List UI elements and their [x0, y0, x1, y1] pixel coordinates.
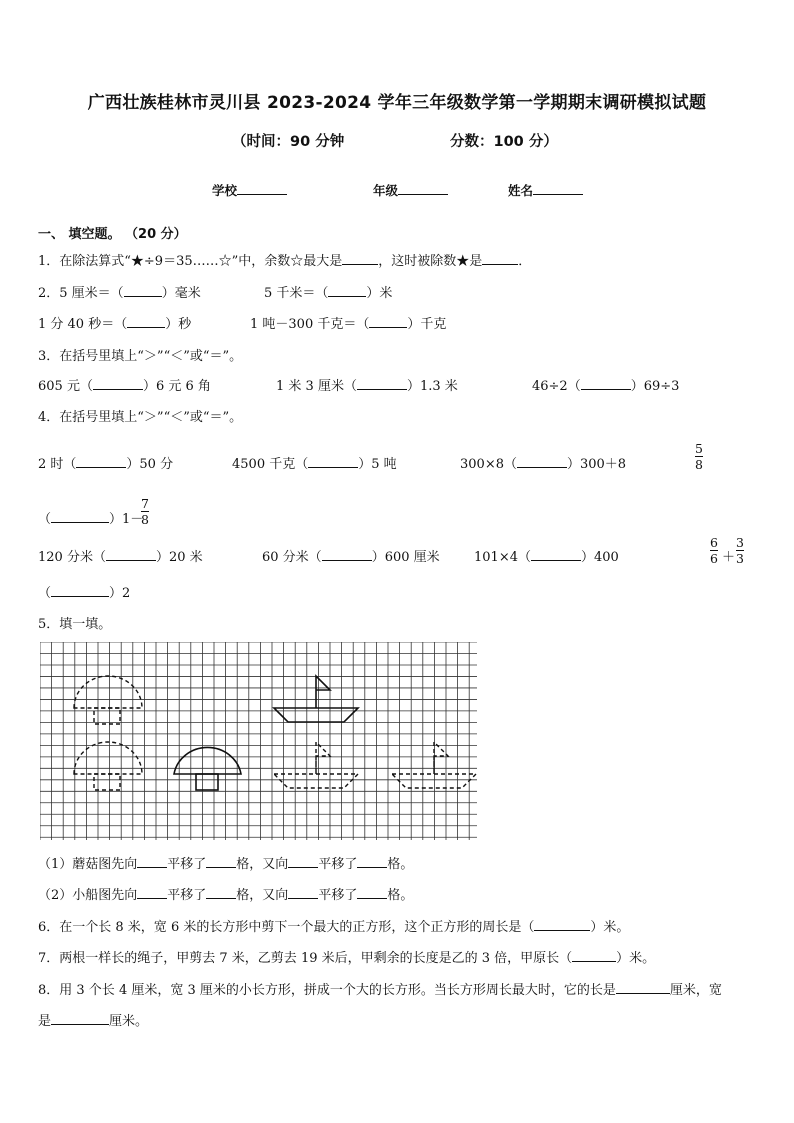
q3-text: ）1.3 米: [406, 379, 458, 394]
question-3-a: [38, 375, 211, 394]
q8-blank-1[interactable]: [616, 981, 670, 994]
q5-blank-2[interactable]: [206, 855, 236, 868]
question-1: [38, 250, 531, 269]
question-4-b: [232, 453, 397, 472]
grade-blank[interactable]: [398, 182, 448, 195]
q8-text: 8．用 3 个长 4 厘米，宽 3 厘米的小长方形，拼成一个大的长方形。当长方形周长最大时，它的长是: [38, 983, 616, 998]
q2-text: 1 分 40 秒＝（: [38, 317, 128, 332]
q4-text: 101×4（: [474, 550, 531, 565]
fraction-7-8: [141, 496, 149, 527]
name-label: 姓名: [508, 183, 534, 198]
q2-blank-2[interactable]: [328, 284, 366, 297]
question-8-line-1: [38, 979, 722, 998]
boat-solid: [274, 676, 358, 722]
question-4-h: [38, 582, 130, 601]
q3-text: 1 米 3 厘米（: [276, 379, 357, 394]
question-2-c: [38, 313, 191, 332]
q4-text: 120 分米（: [38, 550, 106, 565]
q1-blank-2[interactable]: [482, 252, 518, 265]
q5-text: 格。: [387, 857, 414, 872]
mushroom-dashed-1: [74, 676, 142, 724]
grade-field[interactable]: [373, 181, 448, 199]
q4-text: 300×8（: [460, 457, 517, 472]
q5-blank-8[interactable]: [357, 886, 387, 899]
q2-text: ）秒: [165, 317, 192, 332]
q1-text-b: ，这时被除数★是: [378, 254, 483, 269]
grid-lines: [40, 642, 477, 840]
fraction-5-8: [695, 441, 703, 472]
q3-text: 605 元（: [38, 379, 93, 394]
q5-text: （1）蘑菇图先向: [38, 857, 138, 872]
question-4-c: [460, 453, 626, 472]
q5-blank-4[interactable]: [357, 855, 387, 868]
q4-text: ）50 分: [126, 457, 174, 472]
q4-text: ）1－: [109, 512, 144, 527]
school-label: 学校: [212, 183, 238, 198]
q3-blank-2[interactable]: [357, 377, 407, 390]
fraction-denominator: 8: [141, 512, 149, 527]
q1-text-c: ．: [518, 254, 532, 269]
q4-text: ）300＋8: [566, 457, 627, 472]
fraction-denominator: 6: [710, 551, 718, 566]
q5-text: 平移了: [318, 857, 358, 872]
q5-blank-1[interactable]: [137, 855, 167, 868]
q2-text: ）千克: [407, 317, 447, 332]
q3-text: 46÷2（: [532, 379, 581, 394]
fraction-numerator: 3: [736, 535, 744, 550]
q4-text: ）600 厘米: [371, 550, 440, 565]
q2-text: 2．5 厘米＝（: [38, 286, 124, 301]
question-5-part-2: [38, 884, 413, 903]
mushroom-dashed-2: [74, 742, 142, 790]
question-5-prompt: 5．填一填。: [38, 617, 112, 632]
question-2-d: [250, 313, 446, 332]
school-field[interactable]: [212, 181, 287, 199]
question-4-d: [38, 508, 143, 527]
q3-text: ）6 元 6 角: [142, 379, 211, 394]
q1-blank-1[interactable]: [342, 252, 378, 265]
q4-text: 60 分米（: [262, 550, 322, 565]
exam-time: （时间：90 分钟: [232, 134, 345, 150]
q8-text: 是: [38, 1014, 52, 1029]
q4-text: （: [38, 586, 52, 601]
plus-sign: ＋: [722, 550, 736, 565]
q4-blank-6[interactable]: [322, 548, 372, 561]
q3-text: ）69÷3: [630, 379, 680, 394]
fraction-denominator: 8: [695, 457, 703, 472]
q5-text: 平移了: [167, 857, 207, 872]
question-7: [38, 947, 655, 966]
q2-blank-4[interactable]: [369, 315, 407, 328]
fraction-6-6: [710, 535, 718, 566]
name-field[interactable]: [508, 181, 583, 199]
q6-text: ）米。: [590, 920, 630, 935]
q4-blank-3[interactable]: [517, 455, 567, 468]
q2-text: 5 千米＝（: [264, 286, 329, 301]
question-3-prompt: 3．在括号里填上“＞”“＜”或“＝”。: [38, 349, 243, 364]
q2-blank-1[interactable]: [124, 284, 162, 297]
q6-text: 6．在一个长 8 米，宽 6 米的长方形中剪下一个最大的正方形，这个正方形的周长是（: [38, 920, 535, 935]
q8-text: 厘米。: [109, 1014, 149, 1029]
q7-text: ）米。: [616, 951, 656, 966]
q1-text-a: 1．在除法算式“★÷9＝35……☆”中，余数☆最大是: [38, 254, 343, 269]
q8-blank-2[interactable]: [51, 1012, 109, 1025]
grid-figure: [40, 642, 480, 842]
q5-text: 格，又向: [236, 857, 289, 872]
q2-text: ）米: [366, 286, 393, 301]
fraction-denominator: 3: [736, 551, 744, 566]
section-heading: 一、 填空题。 （20 分）: [38, 227, 187, 242]
fraction-numerator: 7: [141, 496, 149, 511]
q5-text: 平移了: [167, 888, 207, 903]
q7-blank[interactable]: [572, 949, 616, 962]
q5-text: 平移了: [318, 888, 358, 903]
grade-label: 年级: [373, 183, 399, 198]
question-8-line-2: [38, 1010, 148, 1029]
q4-text: ）20 米: [155, 550, 203, 565]
q5-blank-3[interactable]: [288, 855, 318, 868]
question-4-a: [38, 453, 173, 472]
q3-blank-1[interactable]: [93, 377, 143, 390]
q4-text: 2 时（: [38, 457, 77, 472]
q4-blank-1[interactable]: [76, 455, 126, 468]
exam-score: 分数：100 分）: [450, 134, 558, 150]
q6-blank[interactable]: [534, 918, 590, 931]
question-3-c: [532, 375, 679, 394]
q5-blank-5[interactable]: [137, 886, 167, 899]
q2-text: 1 吨－300 千克＝（: [250, 317, 370, 332]
q4-text: （: [38, 512, 52, 527]
q4-text: ）2: [109, 586, 131, 601]
question-2-b: [264, 282, 392, 301]
q2-text: ）毫米: [161, 286, 201, 301]
school-blank[interactable]: [237, 182, 287, 195]
question-3-b: [276, 375, 458, 394]
q4-blank-4[interactable]: [51, 510, 109, 523]
question-4-prompt: 4．在括号里填上“＞”“＜”或“＝”。: [38, 410, 243, 425]
q5-text: 格，又向: [236, 888, 289, 903]
question-4-e: [38, 546, 203, 565]
q4-text: ）400: [580, 550, 619, 565]
mushroom-solid: [174, 747, 241, 790]
q5-blank-7[interactable]: [288, 886, 318, 899]
q8-text: 厘米，宽: [669, 983, 722, 998]
page-title: 广西壮族桂林市灵川县 2023-2024 学年三年级数学第一学期期末调研模拟试题: [87, 93, 707, 113]
q5-blank-6[interactable]: [206, 886, 236, 899]
q5-text: （2）小船图先向: [38, 888, 138, 903]
q3-blank-3[interactable]: [581, 377, 631, 390]
boat-dashed-1: [274, 742, 358, 788]
q4-text: ）5 吨: [358, 457, 397, 472]
question-6: [38, 916, 629, 935]
q4-blank-7[interactable]: [531, 548, 581, 561]
question-5-part-1: [38, 853, 413, 872]
question-4-f: [262, 546, 440, 565]
q2-blank-3[interactable]: [127, 315, 165, 328]
question-4-g: [474, 546, 619, 565]
q5-text: 格。: [387, 888, 414, 903]
q7-text: 7．两根一样长的绳子，甲剪去 7 米，乙剪去 19 米后，甲剩余的长度是乙的 3 倍，甲原长（: [38, 951, 573, 966]
name-blank[interactable]: [533, 182, 583, 195]
question-2-a: [38, 282, 201, 301]
fraction-numerator: 5: [695, 441, 703, 456]
q4-blank-8[interactable]: [51, 584, 109, 597]
q4-blank-5[interactable]: [106, 548, 156, 561]
fraction-numerator: 6: [710, 535, 718, 550]
q4-blank-2[interactable]: [308, 455, 358, 468]
fraction-3-3: [736, 535, 744, 566]
q4-text: 4500 千克（: [232, 457, 309, 472]
